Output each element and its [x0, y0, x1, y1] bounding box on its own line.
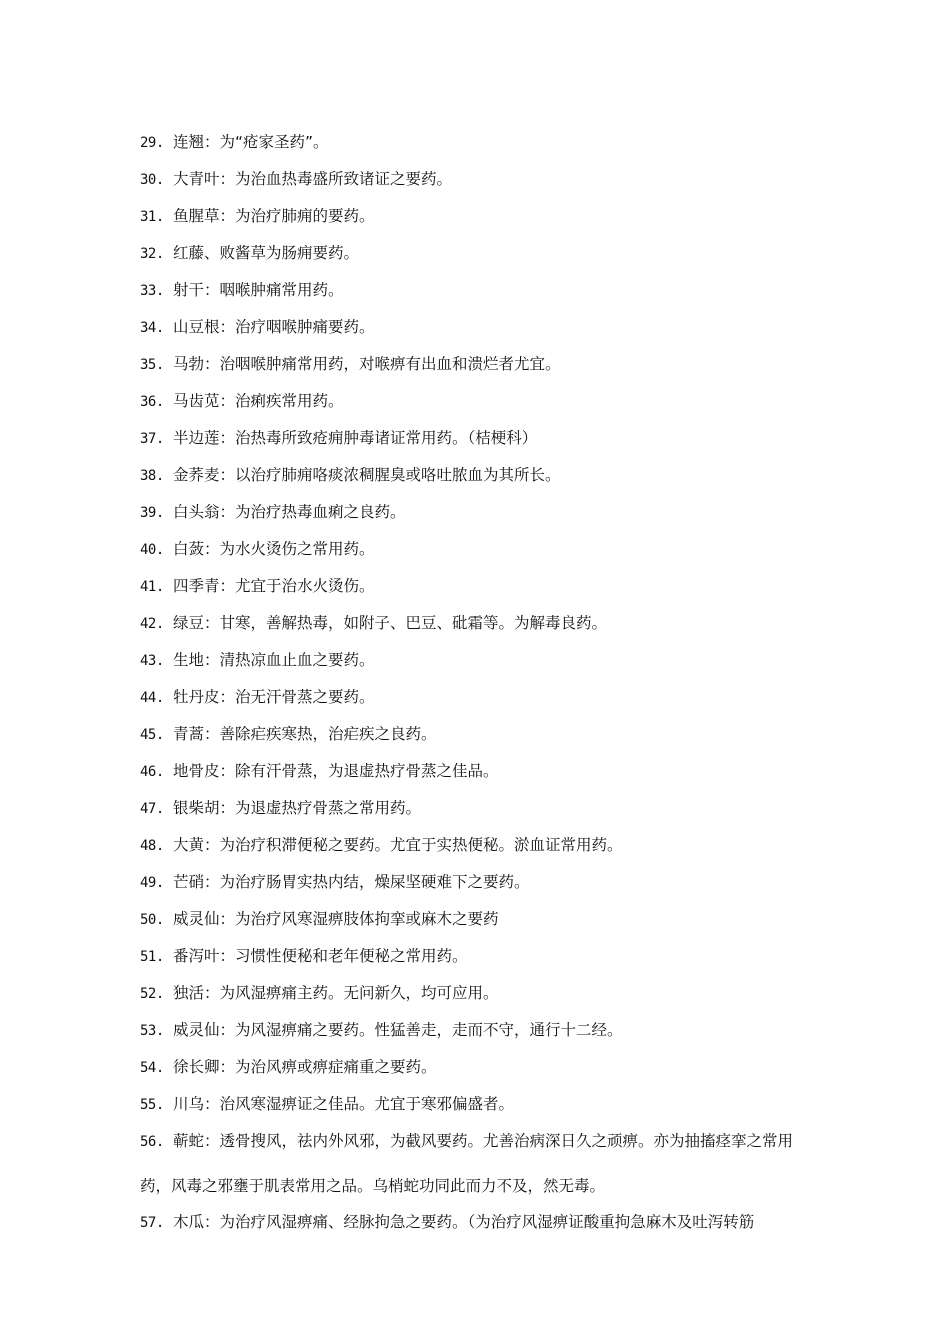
item-number: 32.: [140, 246, 164, 262]
item-text: 银柴胡：为退虚热疗骨蒸之常用药。: [173, 799, 422, 817]
list-item: [140, 1204, 820, 1241]
list-item: [140, 790, 820, 827]
list-item: [140, 420, 820, 457]
item-number: 49.: [140, 875, 164, 891]
item-number: 39.: [140, 505, 164, 521]
item-text: 连翘：为“疮家圣药”。: [173, 133, 329, 151]
item-number: 47.: [140, 801, 164, 817]
item-number: 44.: [140, 690, 164, 706]
item-number: 52.: [140, 986, 164, 1002]
list-item: [140, 605, 820, 642]
list-item: [140, 642, 820, 679]
item-text: 金荞麦：以治疗肺痈咯痰浓稠腥臭或咯吐脓血为其所长。: [173, 466, 561, 484]
list-item: [140, 161, 820, 198]
item-text: 山豆根：治疗咽喉肿痛要药。: [173, 318, 375, 336]
list-item: [140, 272, 820, 309]
list-item: [140, 938, 820, 975]
item-text: 马勃：治咽喉肿痛常用药，对喉痹有出血和溃烂者尤宜。: [173, 355, 561, 373]
item-text: 牡丹皮：治无汗骨蒸之要药。: [173, 688, 375, 706]
list-item: [140, 124, 820, 161]
item-number: 51.: [140, 949, 164, 965]
item-text: 大青叶：为治血热毒盛所致诸证之要药。: [173, 170, 453, 188]
list-item: [140, 827, 820, 864]
item-text: 鱼腥草：为治疗肺痈的要药。: [173, 207, 375, 225]
item-text: 马齿苋：治痢疾常用药。: [173, 392, 344, 410]
list-item: [140, 1086, 820, 1123]
item-number: 56.: [140, 1134, 164, 1150]
item-number: 48.: [140, 838, 164, 854]
item-text: 芒硝：为治疗肠胃实热内结，燥屎坚硬难下之要药。: [173, 873, 530, 891]
item-number: 36.: [140, 394, 164, 410]
item-text: 四季青：尤宜于治水火烫伤。: [173, 577, 375, 595]
item-text: 木瓜：为治疗风湿痹痛、经脉拘急之要药。（为治疗风湿痹证酸重拘急麻木及吐泻转筋: [173, 1213, 755, 1231]
item-number: 42.: [140, 616, 164, 632]
list-item: [140, 864, 820, 901]
item-text: 番泻叶：习惯性便秘和老年便秘之常用药。: [173, 947, 468, 965]
item-number: 30.: [140, 172, 164, 188]
list-item: [140, 531, 820, 568]
item-text: 红藤、败酱草为肠痈要药。: [173, 244, 360, 262]
item-number: 55.: [140, 1097, 164, 1113]
item-number: 46.: [140, 764, 164, 780]
item-text: 绿豆：甘寒，善解热毒，如附子、巴豆、砒霜等。为解毒良药。: [173, 614, 608, 632]
list-item: [140, 457, 820, 494]
list-item: [140, 568, 820, 605]
item-number: 50.: [140, 912, 164, 928]
item-number: 57.: [140, 1215, 164, 1231]
item-text: 地骨皮：除有汗骨蒸，为退虚热疗骨蒸之佳品。: [173, 762, 499, 780]
list-item: [140, 901, 820, 938]
item-number: 31.: [140, 209, 164, 225]
item-text: 大黄：为治疗积滞便秘之要药。尤宜于实热便秘。淤血证常用药。: [173, 836, 623, 854]
list-item: [140, 383, 820, 420]
list-item: [140, 309, 820, 346]
item-text: 生地：清热凉血止血之要药。: [173, 651, 375, 669]
list-item: [140, 975, 820, 1012]
item-number: 43.: [140, 653, 164, 669]
item-number: 54.: [140, 1060, 164, 1076]
item-text: 蕲蛇：透骨搜风，祛内外风邪，为截风要药。尤善治病深日久之顽痹。亦为抽搐痉挛之常用药，风毒之邪壅于肌表常用之品。乌梢蛇功同此而力不及，然无毒。: [140, 1132, 794, 1195]
item-number: 41.: [140, 579, 164, 595]
item-text: 射干：咽喉肿痛常用药。: [173, 281, 344, 299]
item-text: 威灵仙：为治疗风寒湿痹肢体拘挛或麻木之要药: [173, 910, 499, 928]
item-text: 白蔹：为水火烫伤之常用药。: [173, 540, 375, 558]
item-number: 45.: [140, 727, 164, 743]
list-item: [140, 679, 820, 716]
item-text: 川乌：治风寒湿痹证之佳品。尤宜于寒邪偏盛者。: [173, 1095, 515, 1113]
item-text: 独活：为风湿痹痛主药。无问新久，均可应用。: [173, 984, 499, 1002]
list-item: [140, 235, 820, 272]
item-number: 38.: [140, 468, 164, 484]
list-item: [140, 346, 820, 383]
item-text: 半边莲：治热毒所致疮痈肿毒诸证常用药。（桔梗科）: [173, 429, 538, 447]
list-item: [140, 753, 820, 790]
item-text: 白头翁：为治疗热毒血痢之良药。: [173, 503, 406, 521]
list-item: [140, 198, 820, 235]
item-text: 青蒿：善除疟疾寒热，治疟疾之良药。: [173, 725, 437, 743]
list-item: [140, 1012, 820, 1049]
item-number: 35.: [140, 357, 164, 373]
item-number: 37.: [140, 431, 164, 447]
item-number: 40.: [140, 542, 164, 558]
item-number: 33.: [140, 283, 164, 299]
list-item: [140, 716, 820, 753]
item-text: 威灵仙：为风湿痹痛之要药。性猛善走，走而不守，通行十二经。: [173, 1021, 623, 1039]
item-number: 34.: [140, 320, 164, 336]
item-number: 29.: [140, 135, 164, 151]
herb-list: [140, 124, 820, 1241]
list-item: [140, 1119, 820, 1208]
list-item: [140, 1049, 820, 1086]
item-text: 徐长卿：为治风痹或痹症痛重之要药。: [173, 1058, 437, 1076]
list-item: [140, 494, 820, 531]
item-number: 53.: [140, 1023, 164, 1039]
